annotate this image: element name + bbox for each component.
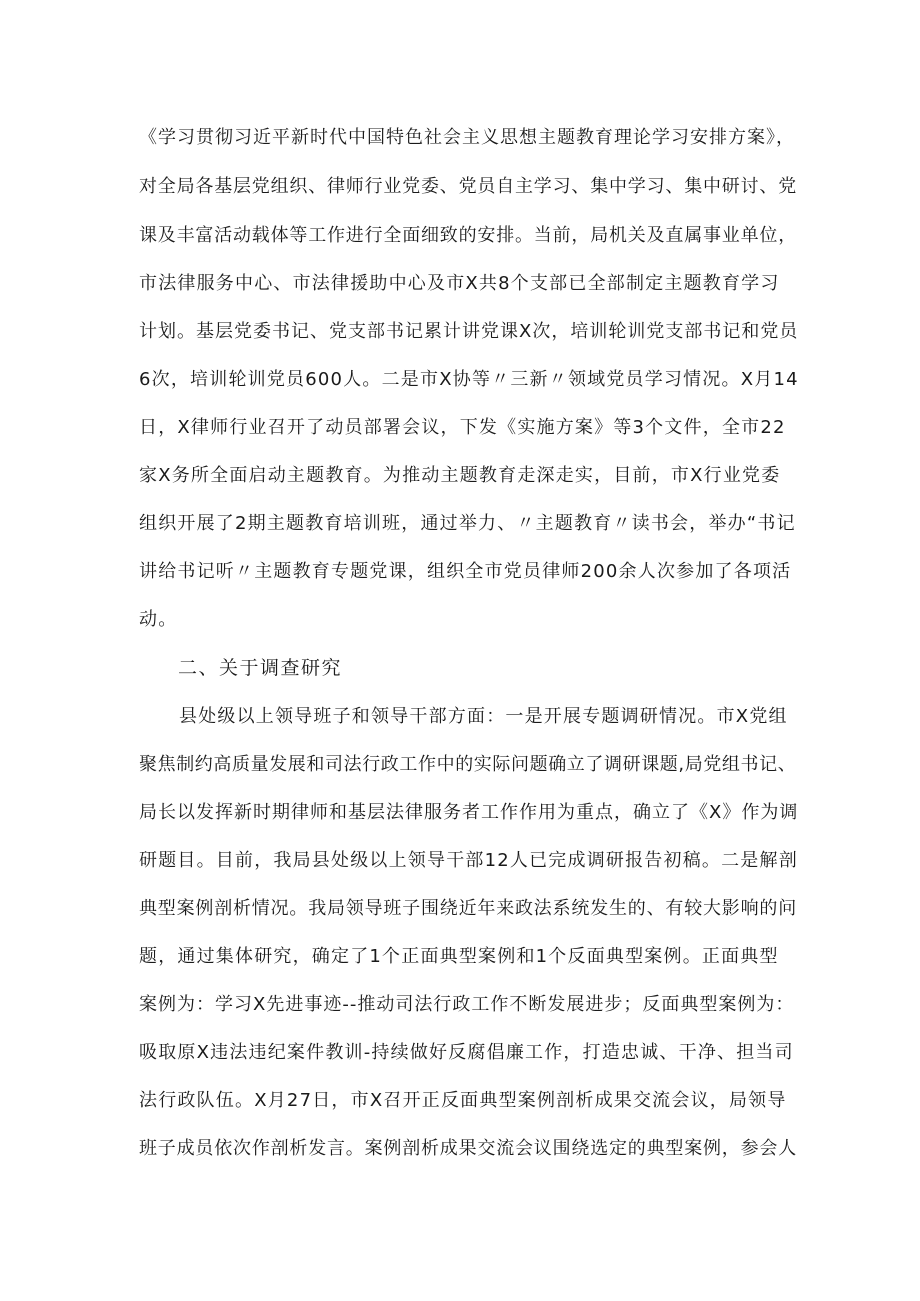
paragraph-line: 班子成员依次作剖析发言。案例剖析成果交流会议围绕选定的典型案例，参会人 (139, 1138, 797, 1159)
paragraph-line: 动。 (139, 609, 178, 630)
paragraph-line: 对全局各基层党组织、律师行业党委、党员自主学习、集中学习、集中研讨、党 (139, 176, 797, 197)
paragraph-line: 6次，培训轮训党员600人。二是市X协等〃三新〃领域党员学习情况。X月14 (139, 369, 799, 390)
paragraph-line: 市法律服务中心、市法律援助中心及市X共8个支部已全部制定主题教育学习 (139, 273, 780, 294)
paragraph-line: 家X务所全面启动主题教育。为推动主题教育走深走实，目前，市X行业党委 (139, 465, 781, 486)
paragraph-line: 案例为：学习X先进事迹--推动司法行政工作不断发展进步；反面典型案例为： (139, 994, 795, 1015)
paragraph-line: 讲给书记听〃主题教育专题党课，组织全市党员律师200余人次参加了各项活 (139, 561, 792, 582)
paragraph-line: 吸取原X违法违纪案件教训-持续做好反腐倡廉工作，打造忠诚、干净、担当司 (139, 1042, 794, 1063)
paragraph-line: 日，X律师行业召开了动员部署会议，下发《实施方案》等3个文件，全市22 (139, 417, 786, 438)
paragraph-line: 计划。基层党委书记、党支部书记累计讲党课X次，培训轮训党支部书记和党员 (139, 321, 799, 342)
paragraph-line: 聚焦制约高质量发展和司法行政工作中的实际问题确立了调研课题,局党组书记、 (139, 754, 797, 775)
paragraph-line: 组织开展了2期主题教育培训班，通过举力、〃主题教育〃读书会，举办“书记 (139, 513, 796, 534)
paragraph-line: 《学习贯彻习近平新时代中国特色社会主义思想主题教育理论学习安排方案》， (139, 127, 795, 148)
paragraph-line: 研题目。目前，我局县处级以上领导干部12人已完成调研报告初稿。二是解剖 (139, 850, 798, 871)
paragraph-line: 课及丰富活动载体等工作进行全面细致的安排。当前，局机关及直属事业单位， (139, 225, 797, 246)
paragraph-line: 县处级以上领导班子和领导干部方面：一是开展专题调研情况。市X党组 (179, 706, 788, 727)
paragraph-line: 法行政队伍。X月27日，市X召开正反面典型案例剖析成果交流会议，局领导 (139, 1090, 787, 1111)
section-heading: 二、关于调查研究 (178, 657, 343, 679)
paragraph-line: 题，通过集体研究，确定了1个正面典型案例和1个反面典型案例。正面典型 (139, 946, 779, 967)
paragraph-line: 局长以发挥新时期律师和基层法律服务者工作作用为重点，确立了《X》作为调 (139, 802, 799, 823)
paragraph-line: 典型案例剖析情况。我局领导班子围绕近年来政法系统发生的、有较大影响的问 (139, 898, 797, 919)
